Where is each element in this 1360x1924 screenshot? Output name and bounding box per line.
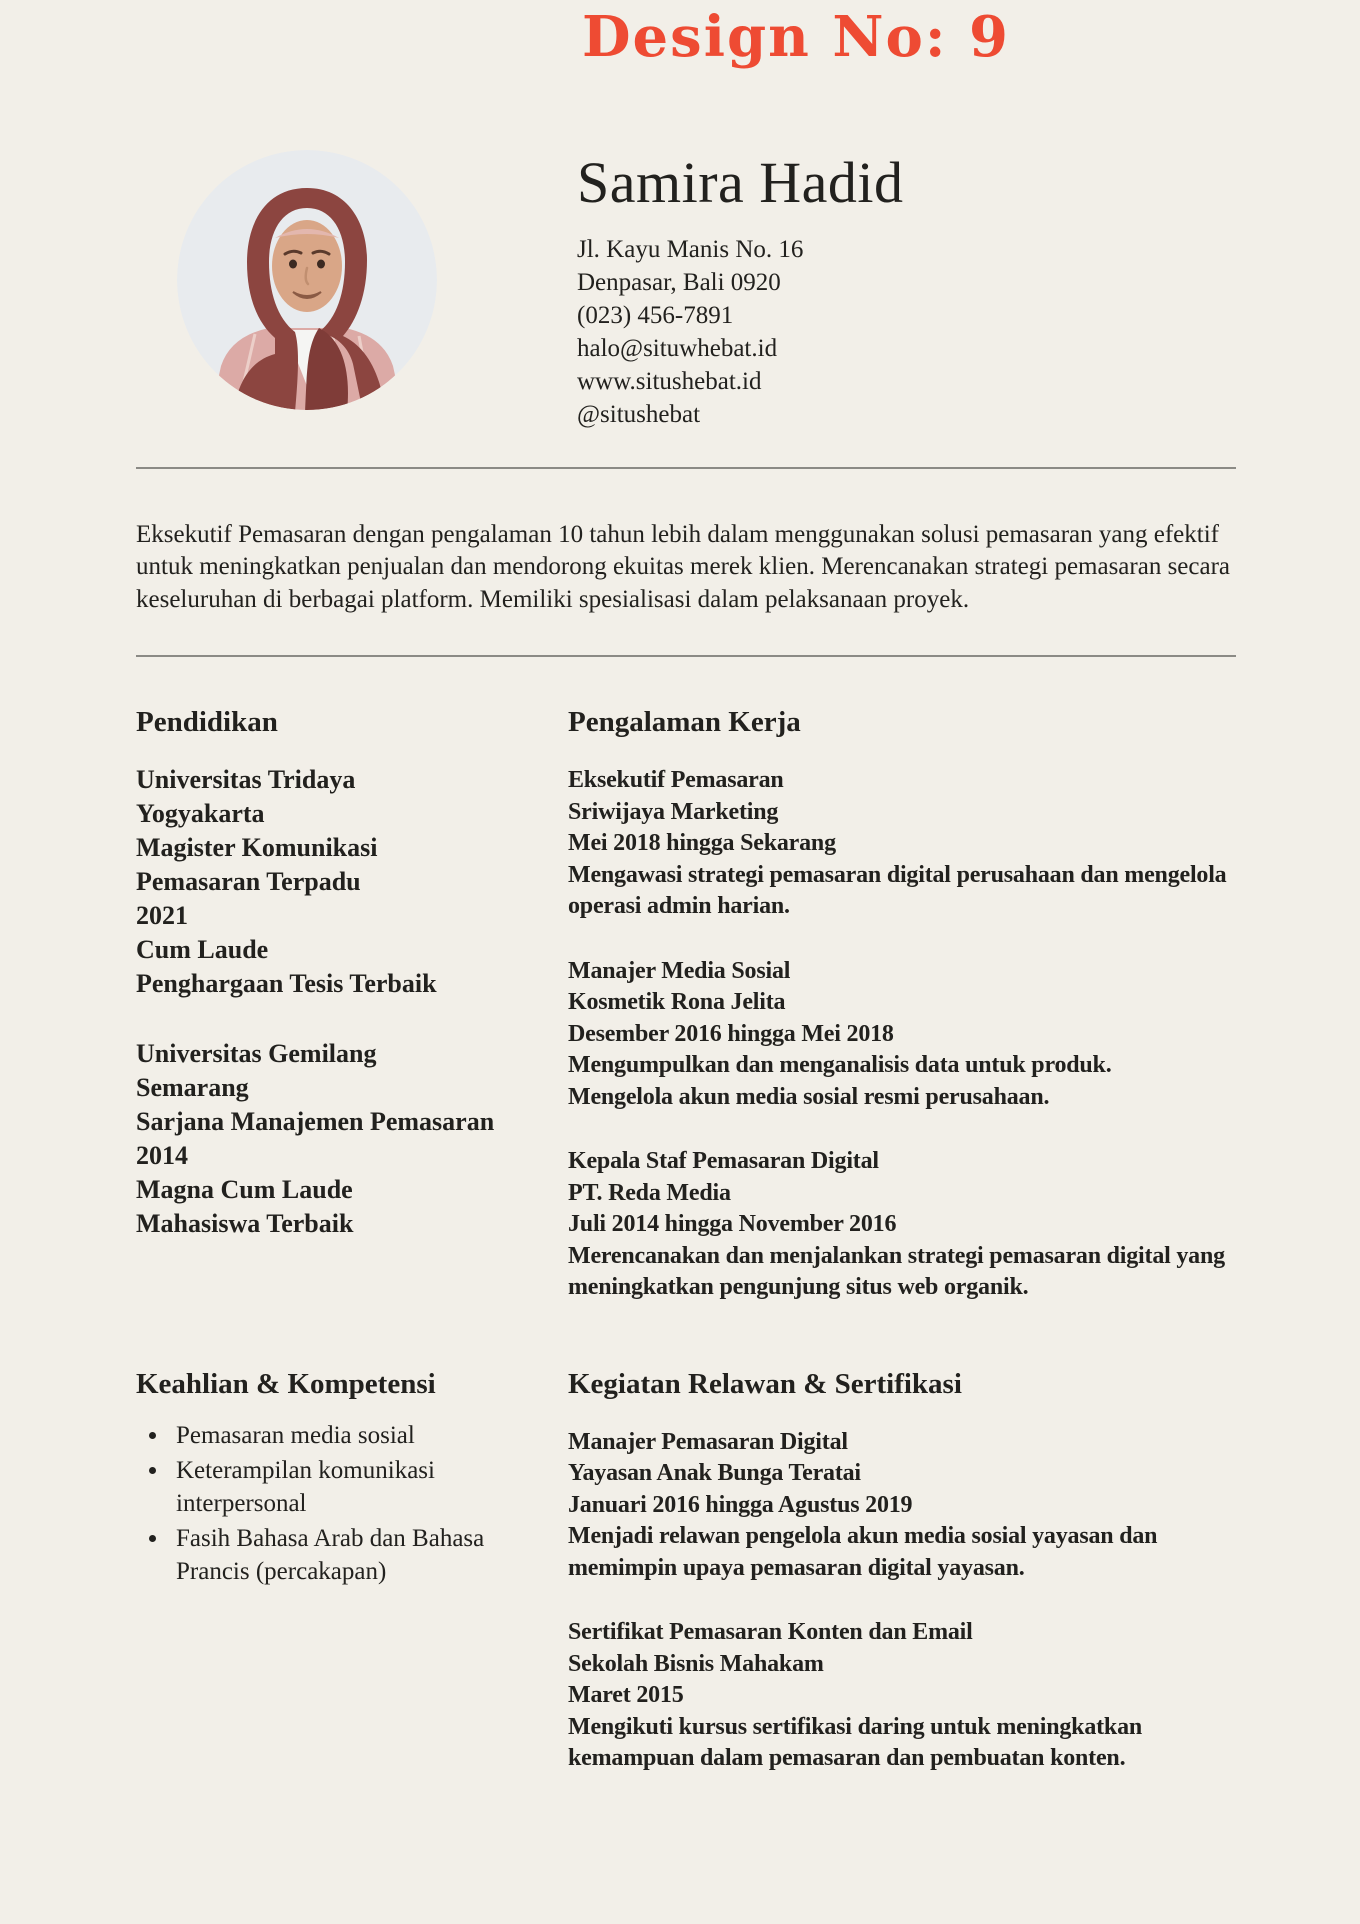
job-description-line: Merencanakan dan menjalankan strategi pemasaran digital yang meningkatkan pengunjung situs web organik. <box>568 1242 1225 1301</box>
profile-photo <box>177 150 437 410</box>
skill-item: • Fasih Bahasa Arab dan Bahasa Prancis (percakapan) <box>170 1522 550 1588</box>
job-entry <box>568 956 1236 1114</box>
volunteer-entry <box>568 1427 1236 1585</box>
contact-website: www.situshebat.id <box>577 367 762 395</box>
contact-address-line-2: Denpasar, Bali 0920 <box>577 268 781 296</box>
profile-summary: Eksekutif Pemasaran dengan pengalaman 10 tahun lebih dalam menggunakan solusi pemasaran yang efektif untuk meningkatkan penjualan dan mendorong ekuitas merek klien. Merencanakan strategi pemasaran secara keseluruhan di berbagai platform. Memiliki spesialisasi dalam pelaksanaan proyek. <box>136 520 1231 613</box>
job-company: PT. Reda Media <box>568 1179 731 1206</box>
contact-email: halo@situwhebat.id <box>577 334 778 362</box>
volunteer-organization: Yayasan Anak Bunga Teratai <box>568 1460 861 1487</box>
design-number-label: Design No: 9 <box>581 4 1010 70</box>
skill-item: • Pemasaran media sosial <box>170 1419 550 1452</box>
job-title: Manajer Media Sosial <box>568 957 791 984</box>
job-entry <box>568 1146 1236 1304</box>
experience-heading: Pengalaman Kerja <box>568 706 801 739</box>
contact-phone: (023) 456-7891 <box>577 301 734 329</box>
volunteer-description-line: Menjadi relawan pengelola akun media sosial yayasan dan memimpin upaya pemasaran digital yayasan. <box>568 1523 1158 1581</box>
volunteer-period: Januari 2016 hingga Agustus 2019 <box>568 1491 913 1518</box>
education-line: Universitas Tridaya <box>136 765 356 795</box>
volunteer-heading: Kegiatan Relawan & Sertifikasi <box>568 1367 962 1400</box>
education-heading: Pendidikan <box>136 706 278 739</box>
job-period: Juli 2014 hingga November 2016 <box>568 1211 897 1238</box>
education-line: Penghargaan Tesis Terbaik <box>136 969 437 999</box>
education-line: Yogyakarta <box>136 799 265 829</box>
skills-list <box>136 1419 550 1588</box>
divider-top <box>136 467 1236 469</box>
education-entry <box>136 1037 546 1241</box>
education-line: 2014 <box>136 1141 188 1171</box>
experience-section <box>568 706 1236 1304</box>
contact-block <box>577 233 904 431</box>
education-line: Pemasaran Terpadu <box>136 867 361 897</box>
two-column-body <box>136 706 1236 1775</box>
job-title: Kepala Staf Pemasaran Digital <box>568 1148 879 1175</box>
person-name: Samira Hadid <box>577 150 904 215</box>
education-entry <box>136 763 546 1001</box>
certification-description-line: Mengikuti kursus sertifikasi daring untuk meningkatkan kemampuan dalam pemasaran dan pembuatan konten. <box>568 1713 1143 1772</box>
job-period: Mei 2018 hingga Sekarang <box>568 830 836 857</box>
education-section <box>136 706 568 1304</box>
job-company: Kosmetik Rona Jelita <box>568 989 786 1016</box>
contact-social-handle: @situshebat <box>577 400 701 428</box>
job-description-line: Mengawasi strategi pemasaran digital perusahaan dan mengelola operasi admin harian. <box>568 861 1227 920</box>
job-title: Eksekutif Pemasaran <box>568 767 784 794</box>
job-period: Desember 2016 hingga Mei 2018 <box>568 1020 894 1047</box>
volunteer-entry <box>568 1617 1236 1775</box>
education-line: 2021 <box>136 901 188 931</box>
education-line: Mahasiswa Terbaik <box>136 1209 354 1239</box>
education-line: Cum Laude <box>136 935 269 965</box>
header <box>136 150 1236 431</box>
education-line: Universitas Gemilang <box>136 1039 377 1069</box>
certification-title: Sertifikat Pemasaran Konten dan Email <box>568 1619 973 1646</box>
divider-bottom <box>136 655 1236 657</box>
certification-period: Maret 2015 <box>568 1682 684 1709</box>
education-line: Magna Cum Laude <box>136 1175 353 1205</box>
certification-organization: Sekolah Bisnis Mahakam <box>568 1650 824 1677</box>
job-description-line: Mengelola akun media sosial resmi perusahaan. <box>568 1083 1050 1110</box>
education-line: Sarjana Manajemen Pemasaran <box>136 1107 495 1137</box>
job-entry <box>568 765 1236 923</box>
skills-section <box>136 1368 568 1775</box>
job-company: Sriwijaya Marketing <box>568 798 779 825</box>
job-description-line: Mengumpulkan dan menganalisis data untuk produk. <box>568 1052 1112 1079</box>
education-line: Magister Komunikasi <box>136 833 378 863</box>
skill-item: • Keterampilan komunikasi interpersonal <box>170 1454 550 1520</box>
volunteer-title: Manajer Pemasaran Digital <box>568 1428 848 1455</box>
education-line: Semarang <box>136 1073 249 1103</box>
contact-address-line-1: Jl. Kayu Manis No. 16 <box>577 235 804 263</box>
skills-heading: Keahlian & Kompetensi <box>136 1367 436 1400</box>
volunteer-certification-section <box>568 1368 1236 1775</box>
